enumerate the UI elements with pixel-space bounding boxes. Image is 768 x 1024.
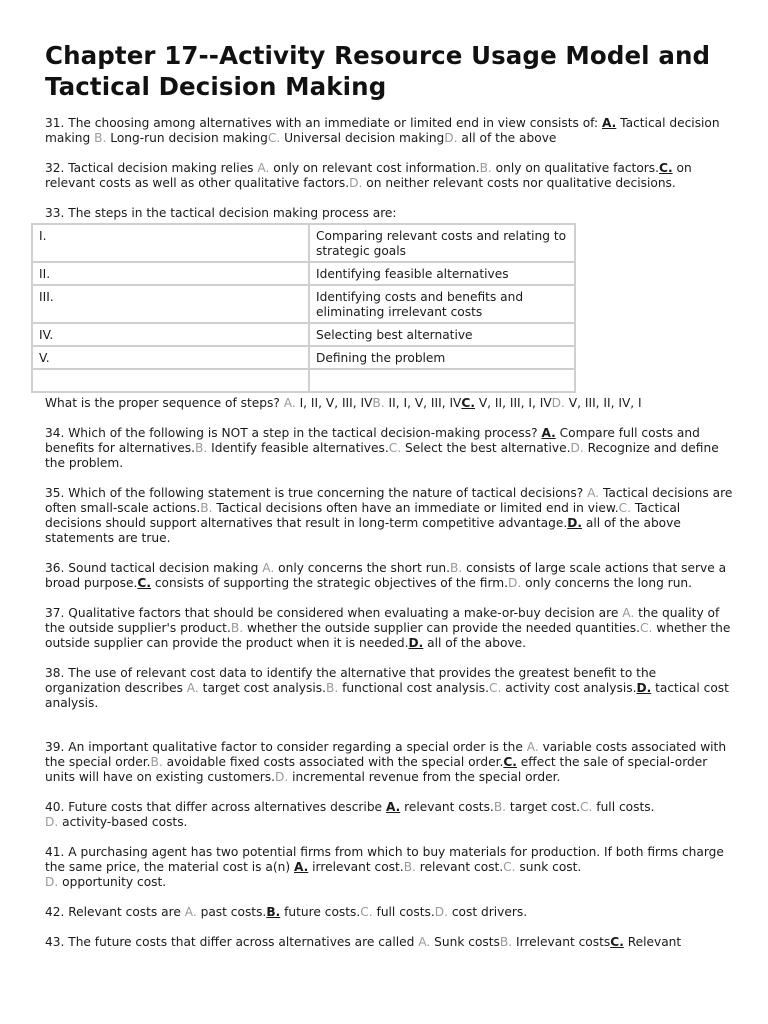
spacer <box>45 726 735 740</box>
option-label-d: D. <box>275 770 289 784</box>
step-number: III. <box>32 285 309 323</box>
step-description: Comparing relevant costs and relating to strategic goals <box>309 224 575 262</box>
option-b-text: functional cost analysis. <box>338 681 490 695</box>
option-d-text: on neither relevant costs nor qualitative decisions. <box>362 176 676 190</box>
option-label-c: C. <box>618 501 631 515</box>
step-number: I. <box>32 224 309 262</box>
option-b-text: target cost. <box>506 800 581 814</box>
question-stem: 38. The use of relevant cost data to identify the alternative that provides the greatest benefit to the organization describes <box>45 666 657 695</box>
option-b-text: avoidable fixed costs associated with the special order. <box>162 755 504 769</box>
option-a-text: Tactical decisions are often small-scale actions. <box>45 486 733 515</box>
option-label-a: A. <box>622 606 635 620</box>
option-label-b: B. <box>403 860 416 874</box>
table-row-empty <box>32 369 575 392</box>
answer-label-d: D. <box>636 681 652 695</box>
question-stem: 40. Future costs that differ across alternatives describe <box>45 800 386 814</box>
chapter-title: Chapter 17--Activity Resource Usage Model and Tactical Decision Making <box>45 41 711 101</box>
question-38 <box>45 666 735 711</box>
step-description: Selecting best alternative <box>309 323 575 346</box>
option-label-c: C. <box>639 621 653 635</box>
empty-cell <box>32 369 309 392</box>
option-label-b: B. <box>230 621 244 635</box>
option-c-text: full costs. <box>592 800 655 814</box>
option-label-a: A. <box>283 396 296 410</box>
option-a-text: variable costs associated with the special order. <box>45 740 727 769</box>
option-a-text: only concerns the short run. <box>274 561 451 575</box>
option-b-text: only on qualitative factors. <box>491 161 660 175</box>
answer-label-c: C. <box>137 576 151 590</box>
option-label-a: A. <box>262 561 275 575</box>
answer-label-a: A. <box>293 860 309 874</box>
answer-label-d: D. <box>408 636 424 650</box>
question-stem: 43. The future costs that differ across alternatives are called <box>45 935 419 949</box>
option-a-text: the quality of the outside supplier's product. <box>45 606 720 635</box>
option-d-text: all of the above statements are true. <box>45 516 681 545</box>
option-c-text: on relevant costs as well as other qualitative factors. <box>45 161 692 190</box>
option-a-text: target cost analysis. <box>198 681 326 695</box>
option-label-b: B. <box>325 681 339 695</box>
option-label-d: D. <box>508 576 522 590</box>
question-37 <box>45 606 735 651</box>
option-label-b: B. <box>372 396 385 410</box>
option-d-text: all of the above. <box>423 636 527 650</box>
option-b-text: II, I, V, III, IV <box>384 396 462 410</box>
question-41 <box>45 845 735 890</box>
option-label-b: B. <box>150 755 163 769</box>
option-label-b: B. <box>493 800 507 814</box>
option-label-d: D. <box>551 396 565 410</box>
option-c-text: Tactical decisions should support alternatives that result in long-term competitive advantage. <box>45 501 681 530</box>
option-label-c: C. <box>267 131 281 145</box>
question-34 <box>45 426 735 471</box>
option-b-text: Tactical decisions often have an immediate or limited end in view. <box>212 501 619 515</box>
option-a-text: Tactical decision making <box>45 116 720 145</box>
question-39 <box>45 740 735 785</box>
option-c-text: activity cost analysis. <box>501 681 637 695</box>
table-row <box>32 323 575 346</box>
option-a-text: Compare full costs and benefits for alternatives. <box>45 426 700 455</box>
option-label-b: B. <box>479 161 492 175</box>
question-42 <box>45 905 735 920</box>
question-32 <box>45 161 735 191</box>
sequence-question <box>45 396 735 411</box>
step-description: Identifying costs and benefits and eliminating irrelevant costs <box>309 285 575 323</box>
question-35 <box>45 486 735 546</box>
option-label-c: C. <box>360 905 373 919</box>
option-d-text: tactical cost analysis. <box>45 681 729 710</box>
answer-label-a: A. <box>602 116 617 130</box>
option-a-text: I, II, V, III, IV <box>295 396 373 410</box>
option-label-d: D. <box>45 875 59 889</box>
step-number: II. <box>32 262 309 285</box>
option-c-text: Universal decision making <box>280 131 445 145</box>
table-row <box>32 224 575 262</box>
question-33 <box>39 206 735 411</box>
option-b-text: future costs. <box>280 905 361 919</box>
table-row <box>32 285 575 323</box>
option-d-text: all of the above <box>457 131 557 145</box>
question-stem: 36. Sound tactical decision making <box>45 561 263 575</box>
option-c-text: sunk cost. <box>515 860 582 874</box>
option-b-text: consists of large scale actions that serve a broad purpose. <box>45 561 727 590</box>
option-d-text: V, III, II, IV, I <box>564 396 642 410</box>
option-c-text: full costs. <box>372 905 435 919</box>
option-label-a: A. <box>587 486 600 500</box>
answer-label-d: D. <box>567 516 582 530</box>
step-number: V. <box>32 346 309 369</box>
option-a-text: relevant costs. <box>400 800 494 814</box>
option-label-d: D. <box>349 176 363 190</box>
answer-label-c: C. <box>610 935 624 949</box>
option-c-text: V, II, III, I, IV <box>474 396 552 410</box>
answer-label-c: C. <box>503 755 517 769</box>
option-a-text: only on relevant cost information. <box>269 161 480 175</box>
question-stem: 32. Tactical decision making relies <box>45 161 258 175</box>
option-c-text: Relevant <box>623 935 682 949</box>
answer-label-a: A. <box>541 426 556 440</box>
question-31 <box>45 116 735 146</box>
option-a-text: Sunk costs <box>430 935 500 949</box>
step-description: Defining the problem <box>309 346 575 369</box>
option-label-d: D. <box>45 815 59 829</box>
option-a-text: past costs. <box>196 905 267 919</box>
option-b-text: Irrelevant costs <box>512 935 611 949</box>
question-stem: 33. The steps in the tactical decision making process are: <box>45 206 397 220</box>
question-stem: 41. A purchasing agent has two potential firms from which to buy materials for production. If both firms charge the same price, the material cost is a(n) <box>45 845 724 874</box>
question-stem: 42. Relevant costs are <box>45 905 185 919</box>
document-page <box>39 40 735 965</box>
option-label-d: D. <box>434 905 448 919</box>
question-stem: 31. The choosing among alternatives with an immediate or limited end in view consists of: <box>45 116 603 130</box>
option-c-text: whether the outside supplier can provide the product when it is needed. <box>45 621 731 650</box>
option-b-text: Long-run decision making <box>106 131 268 145</box>
option-label-b: B. <box>450 561 463 575</box>
table-row <box>32 346 575 369</box>
question-stem: 34. Which of the following is NOT a step in the tactical decision-making process? <box>45 426 542 440</box>
answer-label-c: C. <box>659 161 673 175</box>
option-label-d: D. <box>570 441 584 455</box>
question-stem: 35. Which of the following statement is true concerning the nature of tactical decisions? <box>45 486 588 500</box>
option-d-text: only concerns the long run. <box>521 576 693 590</box>
option-label-a: A. <box>418 935 431 949</box>
option-label-b: B. <box>195 441 208 455</box>
question-43 <box>45 935 735 950</box>
option-label-a: A. <box>184 905 197 919</box>
option-label-c: C. <box>388 441 402 455</box>
steps-table <box>31 223 576 393</box>
question-stem: 37. Qualitative factors that should be considered when evaluating a make-or-buy decision are <box>45 606 623 620</box>
question-stem: What is the proper sequence of steps? <box>45 396 284 410</box>
answer-label-a: A. <box>385 800 401 814</box>
option-label-d: D. <box>444 131 458 145</box>
option-b-text: Identify feasible alternatives. <box>207 441 389 455</box>
option-b-text: whether the outside supplier can provide the needed quantities. <box>243 621 640 635</box>
option-label-c: C. <box>503 860 516 874</box>
option-label-c: C. <box>580 800 593 814</box>
option-c-text: Select the best alternative. <box>401 441 571 455</box>
empty-cell <box>309 369 575 392</box>
option-label-a: A. <box>257 161 270 175</box>
option-label-a: A. <box>526 740 539 754</box>
answer-label-b: B. <box>266 905 281 919</box>
option-label-b: B. <box>94 131 107 145</box>
option-label-a: A. <box>186 681 199 695</box>
option-d-text: activity-based costs. <box>58 815 188 829</box>
step-number: IV. <box>32 323 309 346</box>
option-d-text: cost drivers. <box>447 905 528 919</box>
option-d-text: Recognize and define the problem. <box>45 441 719 470</box>
answer-label-c: C. <box>461 396 475 410</box>
option-c-text: effect the sale of special-order units will have on existing customers. <box>45 755 708 784</box>
option-label-c: C. <box>489 681 502 695</box>
option-c-text: consists of supporting the strategic objectives of the firm. <box>150 576 509 590</box>
question-40 <box>45 800 735 830</box>
option-b-text: relevant cost. <box>415 860 504 874</box>
question-36 <box>45 561 735 591</box>
question-stem: 39. An important qualitative factor to consider regarding a special order is the <box>45 740 527 754</box>
option-label-b: B. <box>200 501 213 515</box>
step-description: Identifying feasible alternatives <box>309 262 575 285</box>
option-label-b: B. <box>499 935 513 949</box>
option-d-text: incremental revenue from the special order. <box>288 770 561 784</box>
table-row <box>32 262 575 285</box>
option-d-text: opportunity cost. <box>58 875 167 889</box>
option-a-text: irrelevant cost. <box>308 860 404 874</box>
